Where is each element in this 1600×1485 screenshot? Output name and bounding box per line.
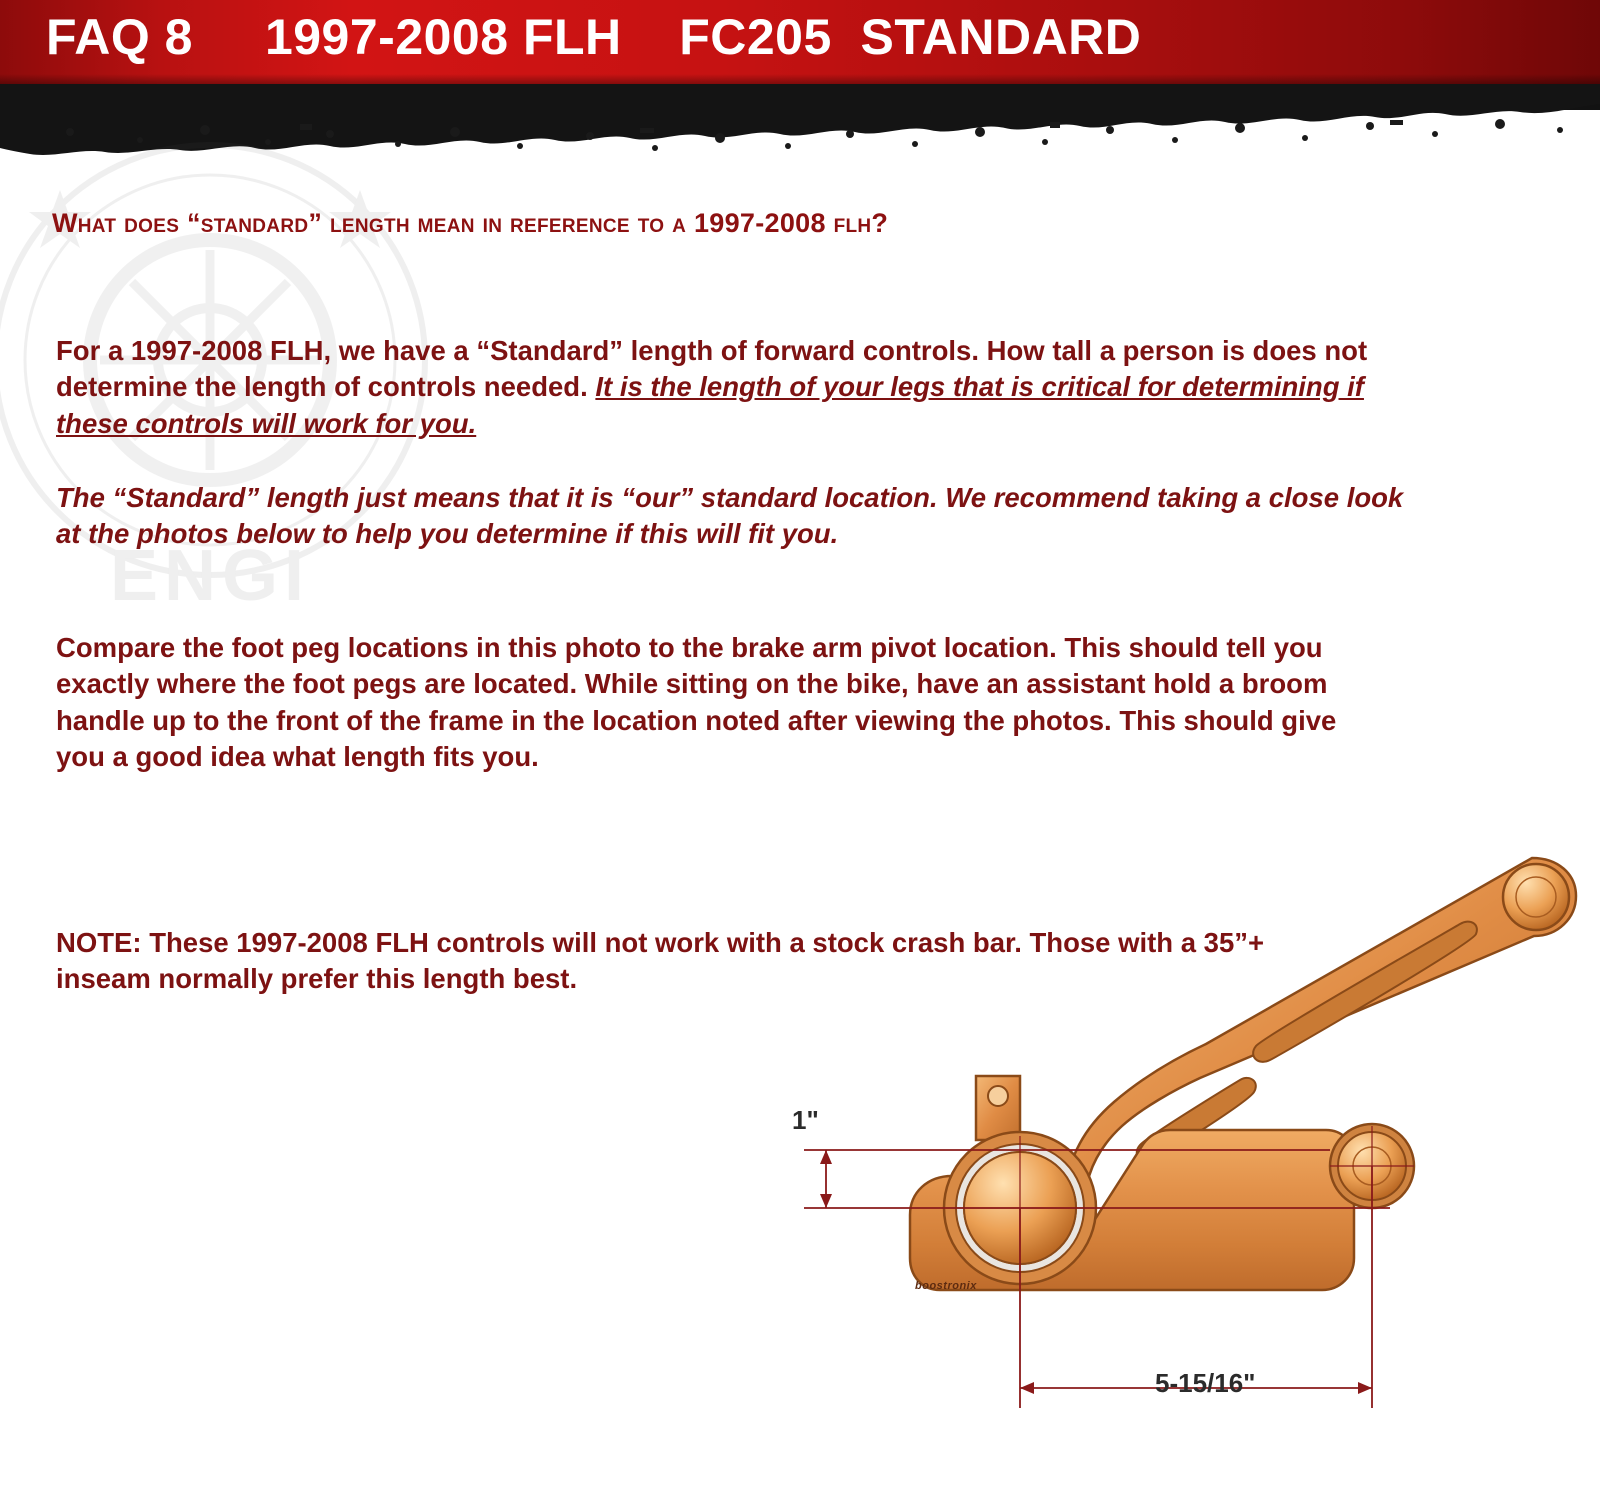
- paragraph-intro: [56, 333, 1376, 442]
- drawing-signature: boostronix: [915, 1280, 977, 1292]
- page-title: FAQ 8 1997-2008 FLH FC205 STANDARD: [46, 9, 1142, 65]
- paragraph-standard-definition: The “Standard” length just means that it is “our” standard location. We recommend taking a close look at the photos below to help you determine if this will fit you.: [56, 482, 1404, 550]
- dimension-vertical-label: 1": [792, 1105, 819, 1135]
- paragraph-intro-emphasis: It is the length of your legs that is critical for determining if these controls will work for you.: [56, 371, 1364, 439]
- svg-text:ENGI: ENGI: [109, 536, 311, 616]
- paragraph-intro-text: For a 1997-2008 FLH, we have a “Standard” length of forward controls. How tall a person is does not determine the length of controls needed.: [56, 335, 1368, 403]
- brake-arm-diagram-icon: [770, 840, 1600, 1460]
- brake-arm-technical-drawing: [770, 840, 1600, 1460]
- section-question: What does “standard” length mean in reference to a 1997-2008 flh?: [52, 208, 889, 238]
- paragraph-measuring-instructions: Compare the foot peg locations in this photo to the brake arm pivot location. This should tell you exactly where the foot pegs are located. While sitting on the bike, have an assistant hold a broom handle up to the front of the frame in the location noted after viewing the photos. This should give you a good idea what length fits you.: [56, 632, 1337, 772]
- dimension-horizontal-label: 5-15/16": [1155, 1368, 1256, 1398]
- paragraph-note: NOTE: These 1997-2008 FLH controls will not work with a stock crash bar. Those with a 35”+ inseam normally prefer this length best.: [56, 927, 1265, 995]
